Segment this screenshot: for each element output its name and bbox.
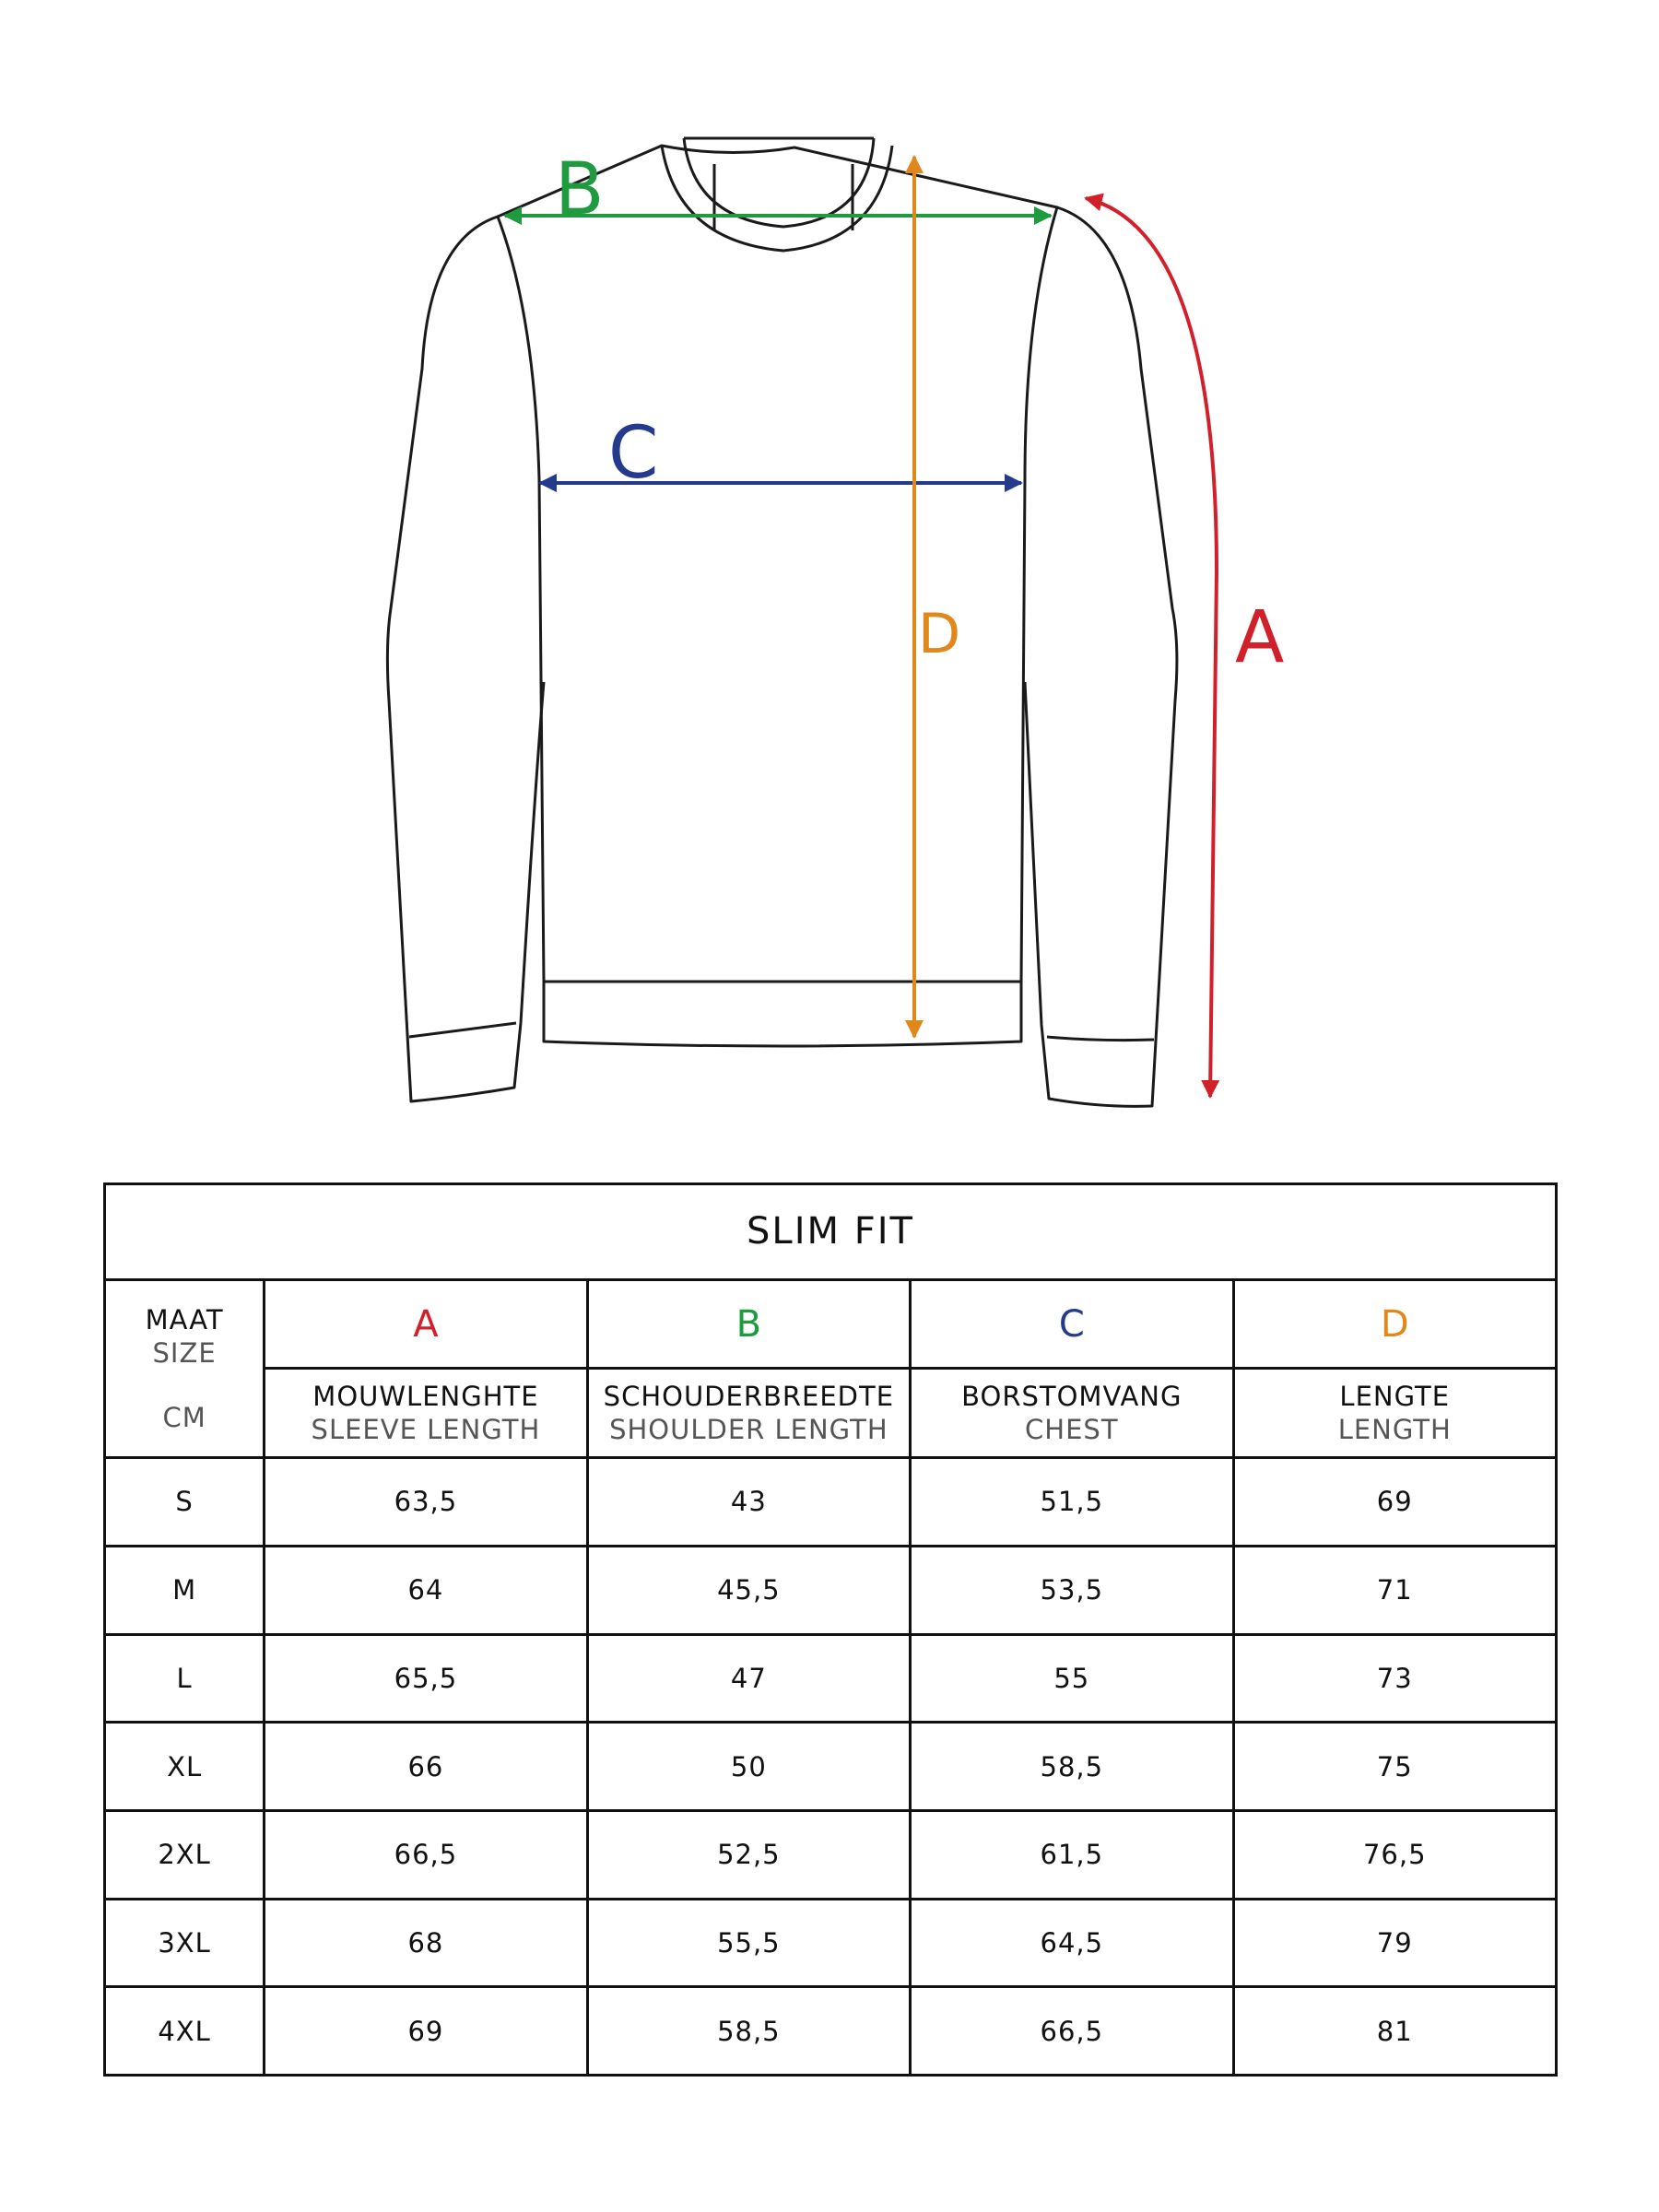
size-header-en: SIZE [152, 1336, 217, 1369]
column-d-header [1233, 1369, 1556, 1458]
table-row [105, 1458, 1557, 1547]
value-d-cell: 75 [1233, 1723, 1556, 1811]
table-title-row [105, 1184, 1557, 1280]
table-row [105, 1810, 1557, 1899]
value-c-cell: 64,5 [911, 1899, 1233, 1987]
value-b-cell: 43 [587, 1458, 910, 1547]
value-d-cell: 71 [1233, 1546, 1556, 1634]
sweater-waistband [544, 977, 1021, 1046]
value-c-cell: 66,5 [911, 1987, 1233, 2076]
column-c-nl: BORSTOMVANG [961, 1381, 1182, 1413]
column-b-letter: B [587, 1279, 910, 1369]
value-a-cell: 69 [265, 1987, 587, 2076]
value-d-cell: 79 [1233, 1899, 1556, 1987]
size-cell: 2XL [105, 1810, 265, 1899]
column-c-en: CHEST [1025, 1414, 1119, 1446]
value-b-cell: 45,5 [587, 1546, 910, 1634]
column-d-nl: LENGTE [1339, 1381, 1451, 1413]
value-d-cell: 73 [1233, 1634, 1556, 1723]
value-c-cell: 61,5 [911, 1810, 1233, 1899]
sweater-left-sleeve [387, 217, 544, 1101]
size-cell: XL [105, 1723, 265, 1811]
measure-a-line [1086, 198, 1217, 1097]
size-cell: M [105, 1546, 265, 1634]
column-a-en: SLEEVE LENGTH [311, 1414, 541, 1446]
column-d-letter: D [1233, 1279, 1556, 1369]
column-a-header [265, 1369, 587, 1458]
value-a-cell: 64 [265, 1546, 587, 1634]
value-a-cell: 66 [265, 1723, 587, 1811]
table-row [105, 1987, 1557, 2076]
size-cell: 4XL [105, 1987, 265, 2076]
value-c-cell: 58,5 [911, 1723, 1233, 1811]
table-row [105, 1899, 1557, 1987]
label-b: B [555, 148, 605, 231]
column-c-header [911, 1369, 1233, 1458]
column-d-en: LENGTH [1337, 1414, 1452, 1446]
column-a-nl: MOUWLENGHTE [312, 1381, 539, 1413]
column-b-en: SHOULDER LENGTH [609, 1414, 888, 1446]
size-cell: L [105, 1634, 265, 1723]
column-b-nl: SCHOUDERBREEDTE [603, 1381, 895, 1413]
value-a-cell: 63,5 [265, 1458, 587, 1547]
header-label-row [105, 1369, 1557, 1458]
column-c-letter: C [911, 1279, 1233, 1369]
column-b-header [587, 1369, 910, 1458]
size-header-unit: CM [162, 1401, 206, 1433]
size-header [105, 1279, 265, 1457]
label-c: C [608, 412, 659, 495]
header-letter-row [105, 1279, 1557, 1369]
size-header-nl: MAAT [145, 1303, 224, 1335]
sweater-body [498, 146, 1057, 982]
size-cell: S [105, 1458, 265, 1547]
value-c-cell: 55 [911, 1634, 1233, 1723]
label-a: A [1235, 596, 1285, 679]
table-row [105, 1546, 1557, 1634]
value-b-cell: 52,5 [587, 1810, 910, 1899]
size-chart-table [103, 1182, 1558, 2077]
value-a-cell: 68 [265, 1899, 587, 1987]
value-c-cell: 53,5 [911, 1546, 1233, 1634]
sweater-outline [387, 138, 1177, 1106]
value-c-cell: 51,5 [911, 1458, 1233, 1547]
value-d-cell: 81 [1233, 1987, 1556, 2076]
value-a-cell: 66,5 [265, 1810, 587, 1899]
value-d-cell: 69 [1233, 1458, 1556, 1547]
table-row [105, 1723, 1557, 1811]
column-a-letter: A [265, 1279, 587, 1369]
value-b-cell: 55,5 [587, 1899, 910, 1987]
value-b-cell: 58,5 [587, 1987, 910, 2076]
value-d-cell: 76,5 [1233, 1810, 1556, 1899]
value-b-cell: 47 [587, 1634, 910, 1723]
size-cell: 3XL [105, 1899, 265, 1987]
value-a-cell: 65,5 [265, 1634, 587, 1723]
sweater-right-sleeve [1025, 207, 1177, 1106]
table-row [105, 1634, 1557, 1723]
label-d: D [918, 602, 961, 666]
value-b-cell: 50 [587, 1723, 910, 1811]
table-title: SLIM FIT [105, 1184, 1557, 1280]
